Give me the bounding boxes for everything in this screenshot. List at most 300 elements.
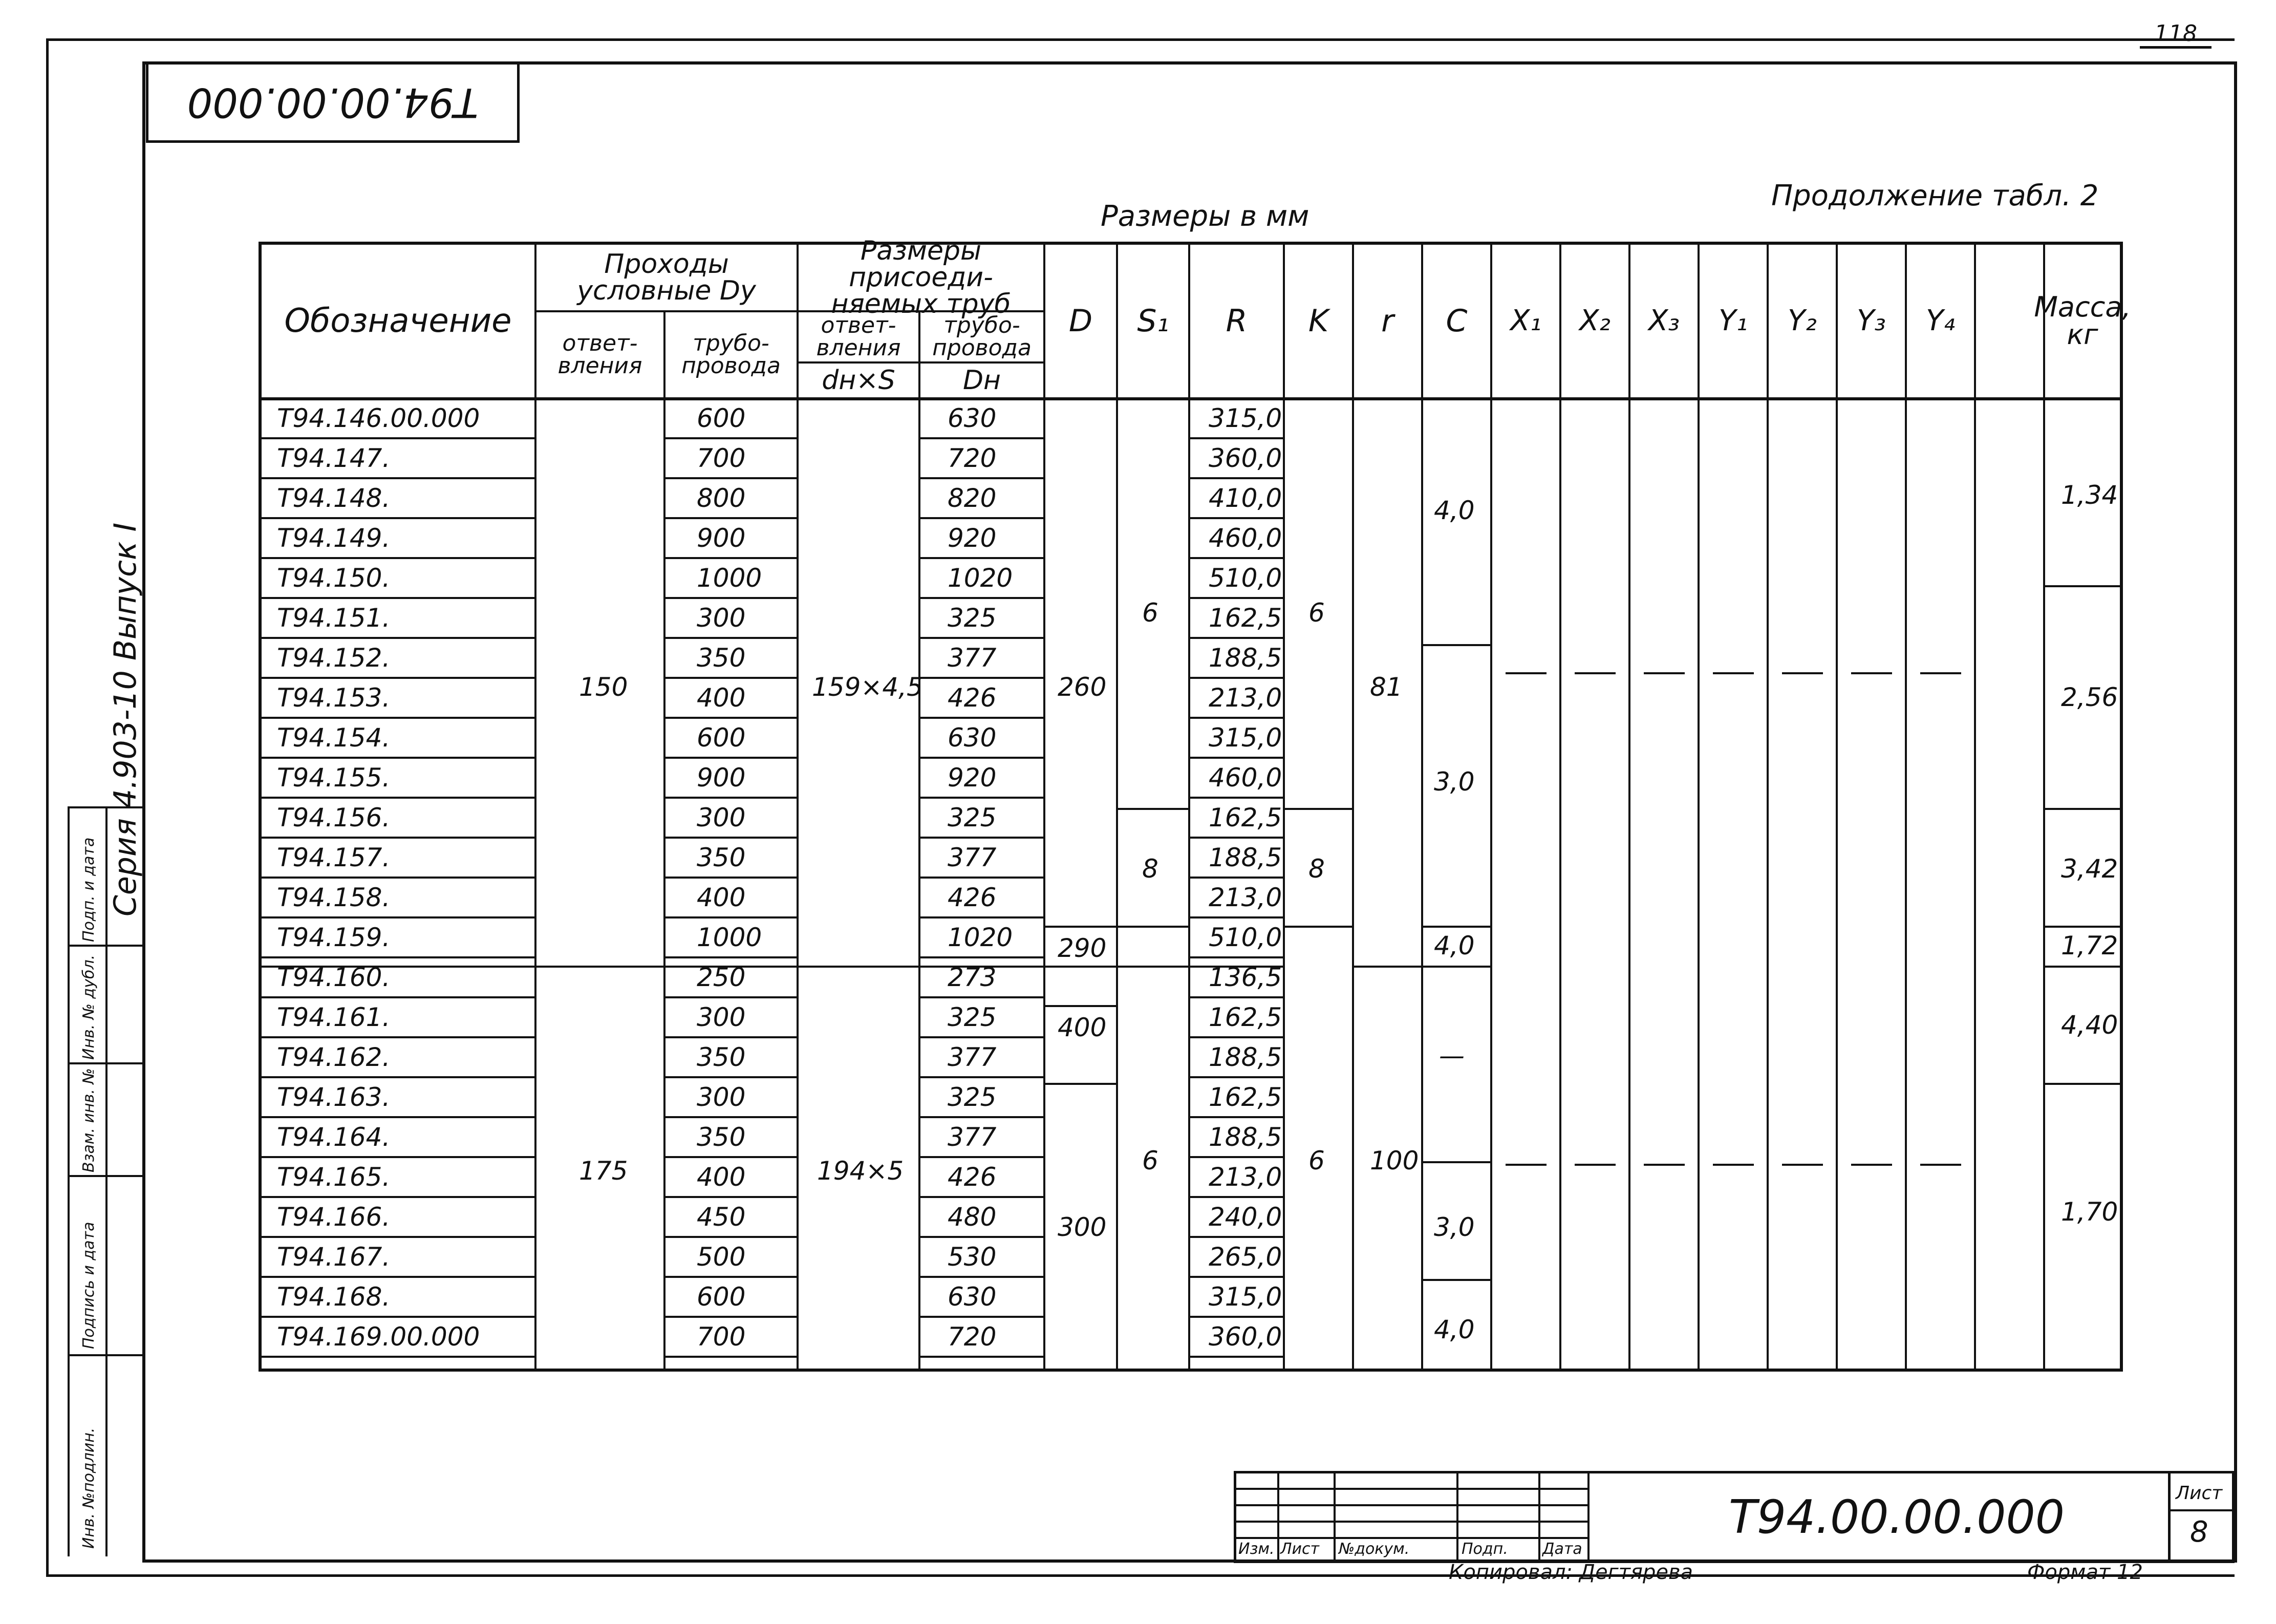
row-designation: T94.157. [277,843,391,872]
tb-line [1236,1521,1590,1523]
row-pipeline: 350 [697,1042,746,1072]
C-4-0b: 4,0 [1434,931,1475,960]
group-line [1116,808,1188,810]
row-pipeline: 700 [697,443,746,473]
row-line [663,1036,797,1038]
tb-line [1236,1504,1590,1506]
row-R: 265,0 [1209,1242,1282,1272]
row-R: 240,0 [1209,1202,1282,1232]
header-pipeline: трубо-провода [681,330,781,379]
row-line [918,1036,1043,1038]
row-line [663,717,797,719]
header-D: D [1068,303,1093,339]
tb-label-doc: №докум. [1339,1540,1410,1558]
row-line [918,757,1043,759]
header-X1: X₁ [1510,304,1541,337]
row-line [918,1076,1043,1078]
row-line [262,477,534,479]
row-line [663,517,797,519]
col-line [1043,245,1045,1369]
row-line [1188,1276,1283,1278]
row-line [262,1276,534,1278]
C-3-0b: 3,0 [1434,1212,1475,1242]
row-Dn: 377 [948,1122,997,1152]
r-100: 100 [1370,1146,1419,1176]
row-designation: T94.153. [277,683,391,713]
row-line [663,1276,797,1278]
row-pipeline: 300 [697,1002,746,1032]
row-line [663,916,797,918]
tb-col [1277,1473,1279,1561]
group-line [1352,966,1421,968]
row-pipeline: 400 [697,1162,746,1192]
K-6: 6 [1308,598,1325,628]
row-line [918,637,1043,639]
row-designation: T94.160. [277,963,391,992]
header-R: R [1226,303,1248,339]
col-line [1974,245,1976,1369]
D-300: 300 [1058,1212,1107,1242]
col-line [1352,245,1354,1369]
row-Dn: 820 [948,483,997,513]
row-Dn: 325 [948,1002,997,1032]
row-line [918,1116,1043,1118]
side-series-label: Серия 4.903-10 Выпуск I [108,522,143,916]
row-designation: T94.149. [277,523,391,553]
row-line [262,597,534,599]
row-R: 188,5 [1209,643,1282,673]
group-line [2043,1083,2120,1085]
row-designation: T94.152. [277,643,391,673]
row-line [918,877,1043,879]
row-line [262,1156,534,1158]
row-line [1188,1236,1283,1238]
row-Dn: 630 [948,723,997,753]
header-passes: Проходы условные Dy [577,249,756,306]
row-R: 162,5 [1209,1002,1282,1032]
row-line [1188,1316,1283,1318]
row-pipeline: 900 [697,523,746,553]
dash-X3 [1644,672,1685,674]
row-pipeline: 250 [697,963,746,992]
row-line [663,956,797,958]
col-line [918,311,920,1369]
C-3-0: 3,0 [1434,767,1475,797]
data-table [259,236,2131,1372]
row-line [262,437,534,439]
row-line [918,677,1043,679]
header-Y1: Y₁ [1719,304,1748,337]
row-R: 460,0 [1209,763,1282,793]
header-S1: S₁ [1137,303,1169,339]
col-line [1188,245,1190,1369]
header-dn-s: dн×S [822,365,895,396]
row-line [1188,996,1283,998]
title-block-code: T94.00.00.000 [1728,1490,2065,1544]
tb-label-izm: Изм. [1238,1540,1275,1558]
copied-by: Копировал: Дегтярева [1449,1561,1693,1584]
row-Dn: 325 [948,603,997,633]
dash-X3 [1644,1164,1685,1166]
row-line [663,557,797,559]
row-designation: T94.161. [277,1002,391,1032]
header-Dn: Dн [962,365,1001,396]
row-pipeline: 900 [697,763,746,793]
row-line [918,557,1043,559]
row-R: 460,0 [1209,523,1282,553]
row-line [1188,1116,1283,1118]
col-line [1628,245,1630,1369]
row-Dn: 377 [948,843,997,872]
mass-2-56: 2,56 [2061,682,2118,712]
side-stamp [68,806,144,1556]
row-line [1188,837,1283,839]
row-line [1188,677,1283,679]
row-Dn: 530 [948,1242,997,1272]
header-bottom-line [262,397,2120,400]
row-line [918,1276,1043,1278]
row-designation: T94.169.00.000 [277,1322,480,1352]
row-line [1188,757,1283,759]
K-8: 8 [1308,854,1325,884]
row-Dn: 377 [948,643,997,673]
header-branch: ответ-вления [557,330,642,379]
header-X3: X₃ [1648,304,1680,337]
row-pipeline: 300 [697,603,746,633]
row-pipeline: 500 [697,1242,746,1272]
col-line [1421,245,1423,1369]
mass-1-72: 1,72 [2061,931,2118,960]
D-260: 260 [1058,672,1107,702]
side-stamp-label: Подпись и дата [80,1222,98,1349]
r-81: 81 [1370,672,1403,702]
col-line [2043,245,2045,1369]
row-pipeline: 1000 [697,923,762,952]
row-Dn: 920 [948,763,997,793]
header-X2: X₂ [1579,304,1611,337]
row-line [918,1196,1043,1198]
group-line [1043,1005,1116,1007]
row-Dn: 426 [948,1162,997,1192]
row-pipeline: 450 [697,1202,746,1232]
row-designation: T94.166. [277,1202,391,1232]
row-line [262,1196,534,1198]
row-R: 213,0 [1209,883,1282,912]
row-line [262,637,534,639]
header-joined-sizes: Размеры присоеди-няемых труб [831,236,1011,319]
group-line [2043,926,2120,928]
K-6b: 6 [1308,1146,1325,1176]
side-stamp-label: Инв. №подлин. [80,1427,98,1549]
row-R: 360,0 [1209,443,1282,473]
row-designation: T94.164. [277,1122,391,1152]
row-line [663,837,797,839]
row-line [1188,637,1283,639]
header-joined-pipeline: трубо-провода [932,312,1032,361]
row-pipeline: 400 [697,883,746,912]
row-line [1188,1076,1283,1078]
row-line [262,717,534,719]
branch-175: 175 [579,1156,628,1186]
header-designation: Обозначение [284,302,512,340]
row-line [1188,916,1283,918]
header-Y4: Y₄ [1926,304,1955,337]
mass-1-34: 1,34 [2061,480,2118,510]
row-line [1188,597,1283,599]
sheet-corner-number: 118 [2140,20,2211,49]
S-8: 8 [1142,854,1158,884]
col-line [797,245,799,1369]
row-line [262,996,534,998]
group-line [1043,966,1283,968]
row-line [663,996,797,998]
row-line [262,557,534,559]
row-line [663,797,797,799]
row-R: 162,5 [1209,803,1282,832]
col-line [534,245,536,1369]
row-line [663,757,797,759]
D-400: 400 [1058,1013,1107,1042]
row-line [663,437,797,439]
header-Y3: Y₃ [1857,304,1886,337]
row-designation: T94.146.00.000 [277,403,480,433]
row-pipeline: 600 [697,723,746,753]
group-line [2043,808,2120,810]
row-line [262,1236,534,1238]
row-line [663,1076,797,1078]
group-line [2043,585,2120,587]
row-line [1188,1036,1283,1038]
dns-194: 194×5 [817,1156,904,1186]
header-mass: Масса, кг [2034,291,2131,351]
group-line [1421,1279,1490,1281]
mass-4-40: 4,40 [2061,1010,2118,1040]
dash-Y4 [1920,672,1961,674]
row-line [663,877,797,879]
row-line [1188,717,1283,719]
tb-sheet-number: 8 [2190,1515,2208,1549]
row-pipeline: 350 [697,643,746,673]
row-R: 315,0 [1209,723,1282,753]
upside-down-code: T94.00.00.000 [187,79,479,125]
side-stamp-label: Взам. инв. № [80,1068,98,1172]
col-line [1836,245,1838,1369]
row-Dn: 426 [948,683,997,713]
S-6b: 6 [1142,1146,1158,1176]
row-line [663,477,797,479]
tb-label-date: Дата [1542,1540,1582,1558]
row-designation: T94.168. [277,1282,391,1312]
row-R: 510,0 [1209,923,1282,952]
row-Dn: 273 [948,963,997,992]
row-Dn: 1020 [948,563,1013,593]
row-line [262,1036,534,1038]
dimensions-note: Размеры в мм [1101,200,1309,233]
tb-sheet-label: Лист [2176,1483,2223,1504]
tb-label-sign: Подп. [1462,1540,1508,1558]
row-Dn: 920 [948,523,997,553]
row-Dn: 325 [948,1082,997,1112]
group-line [1421,1161,1490,1163]
side-stamp-row [70,1175,144,1177]
row-line [1188,1156,1283,1158]
C-4-0: 4,0 [1434,496,1475,525]
side-stamp-row [70,1354,144,1356]
row-line [918,996,1043,998]
row-Dn: 630 [948,403,997,433]
row-designation: T94.165. [277,1162,391,1192]
row-line [262,517,534,519]
group-line [1283,808,1352,810]
row-line [1188,956,1283,958]
row-line [1188,1356,1283,1358]
row-line [663,597,797,599]
tb-col [1456,1473,1458,1561]
row-R: 213,0 [1209,1162,1282,1192]
dash-Y4 [1920,1164,1961,1166]
row-line [1188,557,1283,559]
row-line [1188,877,1283,879]
C-4-0c: 4,0 [1434,1315,1475,1344]
branch-150: 150 [579,672,628,702]
mass-1-70: 1,70 [2061,1197,2118,1227]
row-Dn: 1020 [948,923,1013,952]
header-C: C [1446,303,1468,339]
dash-Y2 [1782,672,1823,674]
side-stamp-row [70,945,144,947]
dash-X2 [1575,1164,1616,1166]
row-pipeline: 350 [697,843,746,872]
row-line [262,916,534,918]
tb-col [1334,1473,1336,1561]
dns-159: 159×4,5 [812,672,923,702]
row-line [262,757,534,759]
row-line [918,717,1043,719]
row-designation: T94.156. [277,803,391,832]
row-R: 410,0 [1209,483,1282,513]
row-Dn: 325 [948,803,997,832]
row-line [663,1316,797,1318]
row-designation: T94.159. [277,923,391,952]
row-line [1188,797,1283,799]
header-Y2: Y₂ [1788,304,1817,337]
side-stamp-row [70,806,144,808]
row-line [262,956,534,958]
row-R: 213,0 [1209,683,1282,713]
dash-Y3 [1851,672,1892,674]
col-line [1698,245,1700,1369]
row-Dn: 630 [948,1282,997,1312]
row-line [262,837,534,839]
row-R: 188,5 [1209,843,1282,872]
row-line [663,1196,797,1198]
row-Dn: 720 [948,1322,997,1352]
group-line [1421,926,1490,928]
row-line [663,1156,797,1158]
row-designation: T94.155. [277,763,391,793]
row-line [918,956,1043,958]
row-pipeline: 600 [697,1282,746,1312]
row-R: 188,5 [1209,1122,1282,1152]
row-R: 360,0 [1209,1322,1282,1352]
row-designation: T94.162. [277,1042,391,1072]
row-line [918,517,1043,519]
tb-label-list: Лист [1280,1540,1320,1558]
row-Dn: 480 [948,1202,997,1232]
D-290: 290 [1058,933,1107,963]
tb-line [1236,1537,1590,1539]
row-R: 188,5 [1209,1042,1282,1072]
dash-X2 [1575,672,1616,674]
row-pipeline: 800 [697,483,746,513]
row-line [918,597,1043,599]
row-pipeline: 300 [697,803,746,832]
row-line [262,1076,534,1078]
row-line [918,1356,1043,1358]
row-line [1188,517,1283,519]
row-pipeline: 300 [697,1082,746,1112]
title-block-grid [1236,1473,1590,1561]
row-line [262,1116,534,1118]
row-line [262,1356,534,1358]
row-line [663,1116,797,1118]
row-line [262,877,534,879]
col-line [663,311,665,1369]
group-line [1421,966,1490,968]
col-line [1559,245,1561,1369]
tb-col [1538,1473,1540,1561]
tb-line [2171,1509,2232,1511]
row-line [918,916,1043,918]
col-line [1283,245,1285,1369]
row-line [663,1356,797,1358]
row-designation: T94.150. [277,563,391,593]
row-designation: T94.148. [277,483,391,513]
col-line [1116,245,1118,1369]
row-line [1188,437,1283,439]
group-line [1043,926,1188,928]
side-stamp-row [70,1062,144,1064]
header-K: K [1308,303,1329,339]
dash-Y1 [1713,1164,1754,1166]
row-R: 315,0 [1209,1282,1282,1312]
row-line [663,677,797,679]
row-Dn: 377 [948,1042,997,1072]
C-dash: — [1439,1041,1465,1071]
tb-line [1236,1488,1590,1490]
title-block-sheet [2168,1473,2232,1561]
side-stamp-label: Подп. и дата [80,837,98,942]
row-line [918,1156,1043,1158]
row-line [262,797,534,799]
group-line [262,966,797,968]
row-designation: T94.151. [277,603,391,633]
group-line [1043,1083,1116,1085]
row-pipeline: 1000 [697,563,762,593]
group-line [1421,644,1490,646]
row-line [918,797,1043,799]
dash-Y2 [1782,1164,1823,1166]
row-designation: T94.158. [277,883,391,912]
row-line [262,677,534,679]
row-line [663,1236,797,1238]
row-designation: T94.163. [277,1082,391,1112]
upside-down-code-box [146,63,520,143]
side-stamp-label: Инв. № дубл. [80,954,98,1060]
header-r: r [1381,303,1394,339]
row-R: 162,5 [1209,603,1282,633]
mass-3-42: 3,42 [2061,854,2118,884]
